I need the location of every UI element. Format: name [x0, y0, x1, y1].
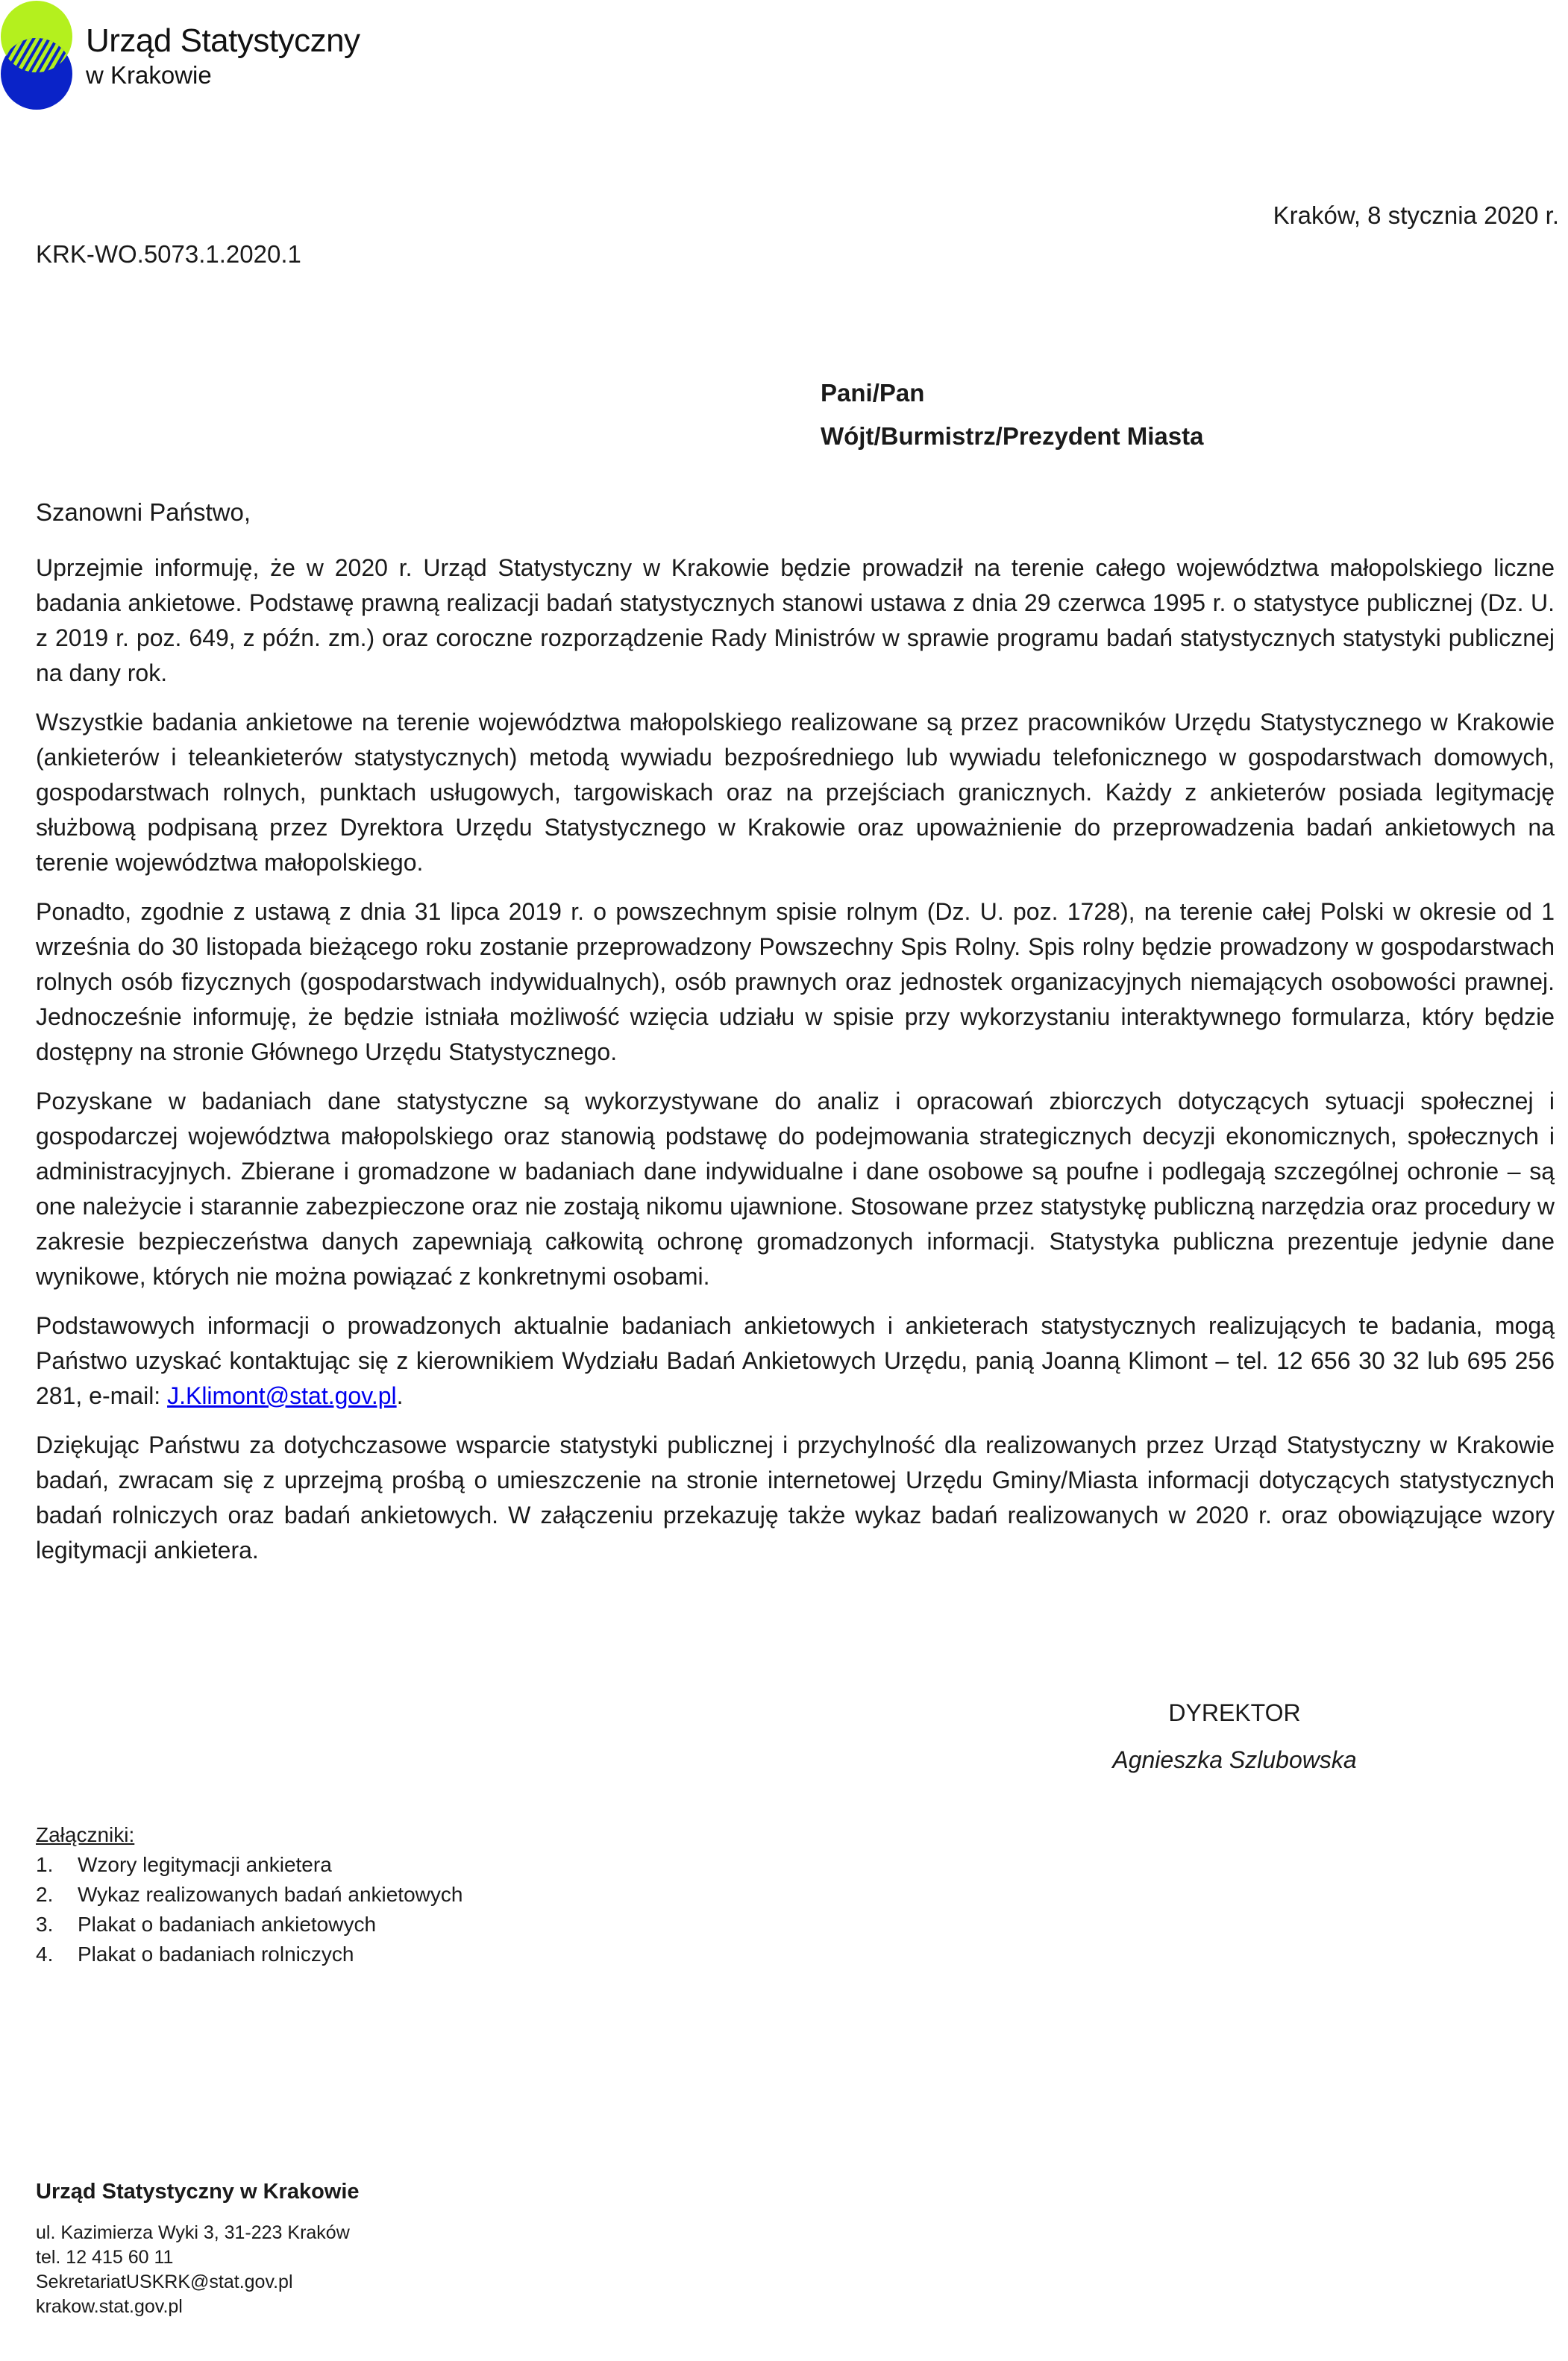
contact-text: Podstawowych informacji o prowadzonych aktualnie badaniach ankietowych i ankieterach statystycznych realizujących te badania, mogą Państwo uzyskać kontaktując się z kierownikiem Wydziału Badań Ankietowych Urzędu, panią Joanną Klimont – tel. 12 656 30 32 lub 695 256 281, e-mail:	[36, 1312, 1555, 1409]
signatory-name: Agnieszka Szlubowska	[1112, 1746, 1357, 1773]
reference-number: KRK-WO.5073.1.2020.1	[36, 240, 301, 268]
office-logo	[0, 0, 358, 112]
attachment-label: Plakat o badaniach rolniczych	[78, 1943, 354, 1966]
paragraph-surveyors: Wszystkie badania ankietowe na terenie województwa małopolskiego realizowane są przez pracowników Urzędu Statystycznego w Krakowie (ankieterów i teleankieterów statystycznych) metodą wywiadu bezpośredniego lub wywiadu telefonicznego w gospodarstwach domowych, gospodarstwach rolnych, punktach usługowych, targowiskach oraz na przejściach granicznych. Każdy z ankieterów posiada legitymację służbową podpisaną przez Dyrektora Urzędu Statystycznego w Krakowie oraz upoważnienie do przeprowadzenia badań ankietowych na terenie województwa małopolskiego.	[36, 709, 1555, 876]
gus-circles-logo-icon	[0, 0, 75, 110]
contact-email-link[interactable]: J.Klimont@stat.gov.pl	[167, 1382, 397, 1409]
paragraph-agricultural-census: Ponadto, zgodnie z ustawą z dnia 31 lipca 2019 r. o powszechnym spisie rolnym (Dz. U. poz. 1728), na terenie całej Polski w okresie od 1 września do 30 listopada bieżącego roku zostanie przeprowadzony Powszechny Spis Rolny. Spis rolny będzie prowadzony w gospodarstwach rolnych osób fizycznych (gospodarstwach indywidualnych), osób prawnych oraz jednostek organizacyjnych niemających osobowości prawnej. Jednocześnie informuję, że będzie istniała możliwość wzięcia udziału w spisie przy wykorzystaniu interaktywnego formularza, który będzie dostępny na stronie Głównego Urzędu Statystycznego.	[36, 898, 1555, 1065]
footer-email: SekretariatUSKRK@stat.gov.pl	[36, 2271, 293, 2292]
salutation: Szanowni Państwo,	[36, 498, 251, 526]
attachment-label: Wzory legitymacji ankietera	[78, 1853, 332, 1876]
signatory-title: DYREKTOR	[1168, 1699, 1301, 1726]
place-date: Kraków, 8 stycznia 2020 r.	[1273, 201, 1559, 229]
recipient-block	[821, 371, 1203, 458]
paragraph-closing: Dziękując Państwu za dotychczasowe wsparcie statystyki publicznej i przychylność dla realizowanych przez Urząd Statystyczny w Krakowie badań, zwracam się z uprzejmą prośbą o umieszczenie na stronie internetowej Urzędu Gminy/Miasta informacji dotyczących statystycznych badań rolniczych oraz badań ankietowych. W załączeniu przekazuję także wykaz badań realizowanych w 2020 r. oraz obowiązujące wzory legitymacji ankietera.	[36, 1432, 1555, 1564]
attachment-number: 2.	[36, 1883, 54, 1906]
recipient-line-2: Wójt/Burmistrz/Prezydent Miasta	[821, 422, 1204, 450]
attachments-heading: Załączniki:	[36, 1823, 135, 1846]
attachment-label: Plakat o badaniach ankietowych	[78, 1913, 377, 1936]
footer	[36, 2180, 360, 2319]
attachments-list	[36, 1850, 462, 1969]
attachment-number: 4.	[36, 1943, 54, 1966]
attachments-block	[36, 1820, 462, 1969]
logo-subtitle: w Krakowie	[86, 61, 212, 89]
attachment-number: 1.	[36, 1853, 54, 1876]
paragraph-legal-basis: Uprzejmie informuję, że w 2020 r. Urząd Statystyczny w Krakowie będzie prowadził na terenie całego województwa małopolskiego liczne badania ankietowe. Podstawę prawną realizacji badań statystycznych stanowi ustawa z dnia 29 czerwca 1995 r. o statystyce publicznej (Dz. U. z 2019 r. poz. 649, z późn. zm.) oraz coroczne rozporządzenie Rady Ministrów w sprawie programu badań statystycznych statystyki publicznej na dany rok.	[36, 554, 1555, 686]
letter-body	[36, 551, 1555, 1582]
paragraph-contact	[36, 1308, 1555, 1414]
attachment-label: Wykaz realizowanych badań ankietowych	[78, 1883, 463, 1906]
attachment-item	[36, 1910, 462, 1940]
attachment-number: 3.	[36, 1913, 54, 1936]
attachment-item	[36, 1880, 462, 1910]
footer-address: ul. Kazimierza Wyki 3, 31-223 Kraków	[36, 2222, 350, 2243]
footer-website: krakow.stat.gov.pl	[36, 2296, 183, 2317]
footer-office-name: Urząd Statystyczny w Krakowie	[36, 2180, 360, 2204]
signature-block	[1059, 1699, 1410, 1774]
recipient-line-1: Pani/Pan	[821, 379, 925, 407]
paragraph-data-protection: Pozyskane w badaniach dane statystyczne są wykorzystywane do analiz i opracowań zbiorczych dotyczących sytuacji społecznej i gospodarczej województwa małopolskiego oraz stanowią podstawę do podejmowania strategicznych decyzji ekonomicznych, społecznych i administracyjnych. Zbierane i gromadzone w badaniach dane indywidualne i dane osobowe są poufne i podlegają szczególnej ochronie – są one należycie i starannie zabezpieczone oraz nie zostają nikomu ujawnione. Stosowane przez statystykę publiczną narzędzia oraz procedury w zakresie bezpieczeństwa danych zapewniają całkowitą ochronę gromadzonych informacji. Statystyka publiczna prezentuje jedynie dane wynikowe, których nie można powiązać z konkretnymi osobami.	[36, 1088, 1555, 1290]
logo-title: Urząd Statystyczny	[86, 22, 360, 59]
footer-phone: tel. 12 415 60 11	[36, 2247, 174, 2268]
attachment-item	[36, 1850, 462, 1880]
contact-text-end: .	[396, 1382, 404, 1409]
attachment-item	[36, 1940, 462, 1969]
